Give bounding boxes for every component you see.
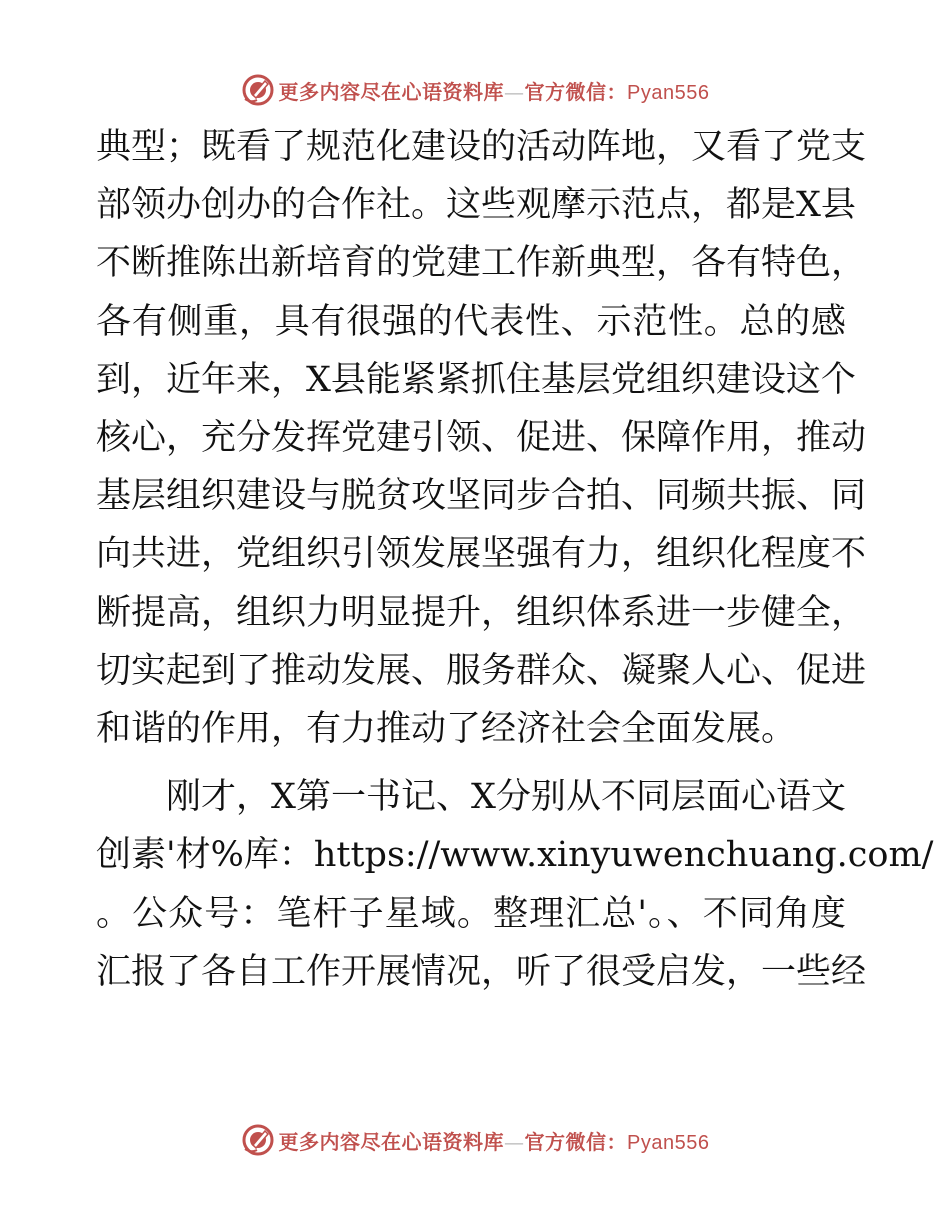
text-line: 断提高，组织力明显提升，组织体系进一步健全， [96, 592, 867, 633]
text-line: 切实起到了推动发展、服务群众、凝聚人心、促进 [96, 650, 867, 691]
pen-logo-icon [241, 1123, 275, 1157]
footer-watermark-dash: — [504, 1129, 525, 1154]
header-watermark-dash: — [504, 79, 525, 104]
text-line: 向共进，党组织引领发展坚强有力，组织化程度不 [96, 534, 867, 575]
text-line: 。公众号：笔杆子星域。整理汇总'。、不同角度 [96, 893, 846, 934]
text-line: 到，近年来，X县能紧紧抓住基层党组织建设这个 [96, 359, 856, 400]
header-watermark-banner [0, 70, 950, 110]
header-watermark-main: 更多内容尽在心语资料库 [278, 79, 505, 104]
header-watermark-id: Pyan556 [627, 81, 710, 104]
footer-watermark-text [279, 1126, 710, 1155]
text-line: 和谐的作用，有力推动了经济社会全面发展。 [96, 709, 797, 750]
footer-watermark-main: 更多内容尽在心语资料库 [278, 1129, 505, 1154]
text-line: 各有侧重，具有很强的代表性、示范性。总的感 [96, 301, 846, 342]
footer-watermark-banner [0, 1120, 950, 1160]
pen-logo-icon [241, 73, 275, 107]
header-watermark-official: 官方微信： [524, 79, 628, 104]
text-line: 核心，充分发挥党建引领、促进、保障作用，推动 [96, 418, 867, 459]
text-line: 刚才，X第一书记、X分别从不同层面心语文 [96, 777, 846, 818]
paragraph-2 [96, 768, 934, 1001]
text-line: 汇报了各自工作开展情况，听了很受启发，一些经 [96, 951, 867, 992]
footer-watermark-official: 官方微信： [524, 1129, 628, 1154]
text-line: 创素'材%库：https://www.xinyuwenchuang.com/ [96, 835, 934, 876]
body-text [96, 118, 934, 1001]
text-line: 典型；既看了规范化建设的活动阵地，又看了党支 [96, 127, 867, 167]
header-watermark-text [279, 76, 710, 105]
paragraph-1 [96, 118, 867, 758]
text-line: 基层组织建设与脱贫攻坚同步合拍、同频共振、同 [96, 476, 867, 517]
footer-watermark-id: Pyan556 [627, 1131, 710, 1154]
text-line: 不断推陈出新培育的党建工作新典型，各有特色， [96, 243, 867, 284]
text-line: 部领办创办的合作社。这些观摩示范点，都是X县 [96, 185, 856, 226]
